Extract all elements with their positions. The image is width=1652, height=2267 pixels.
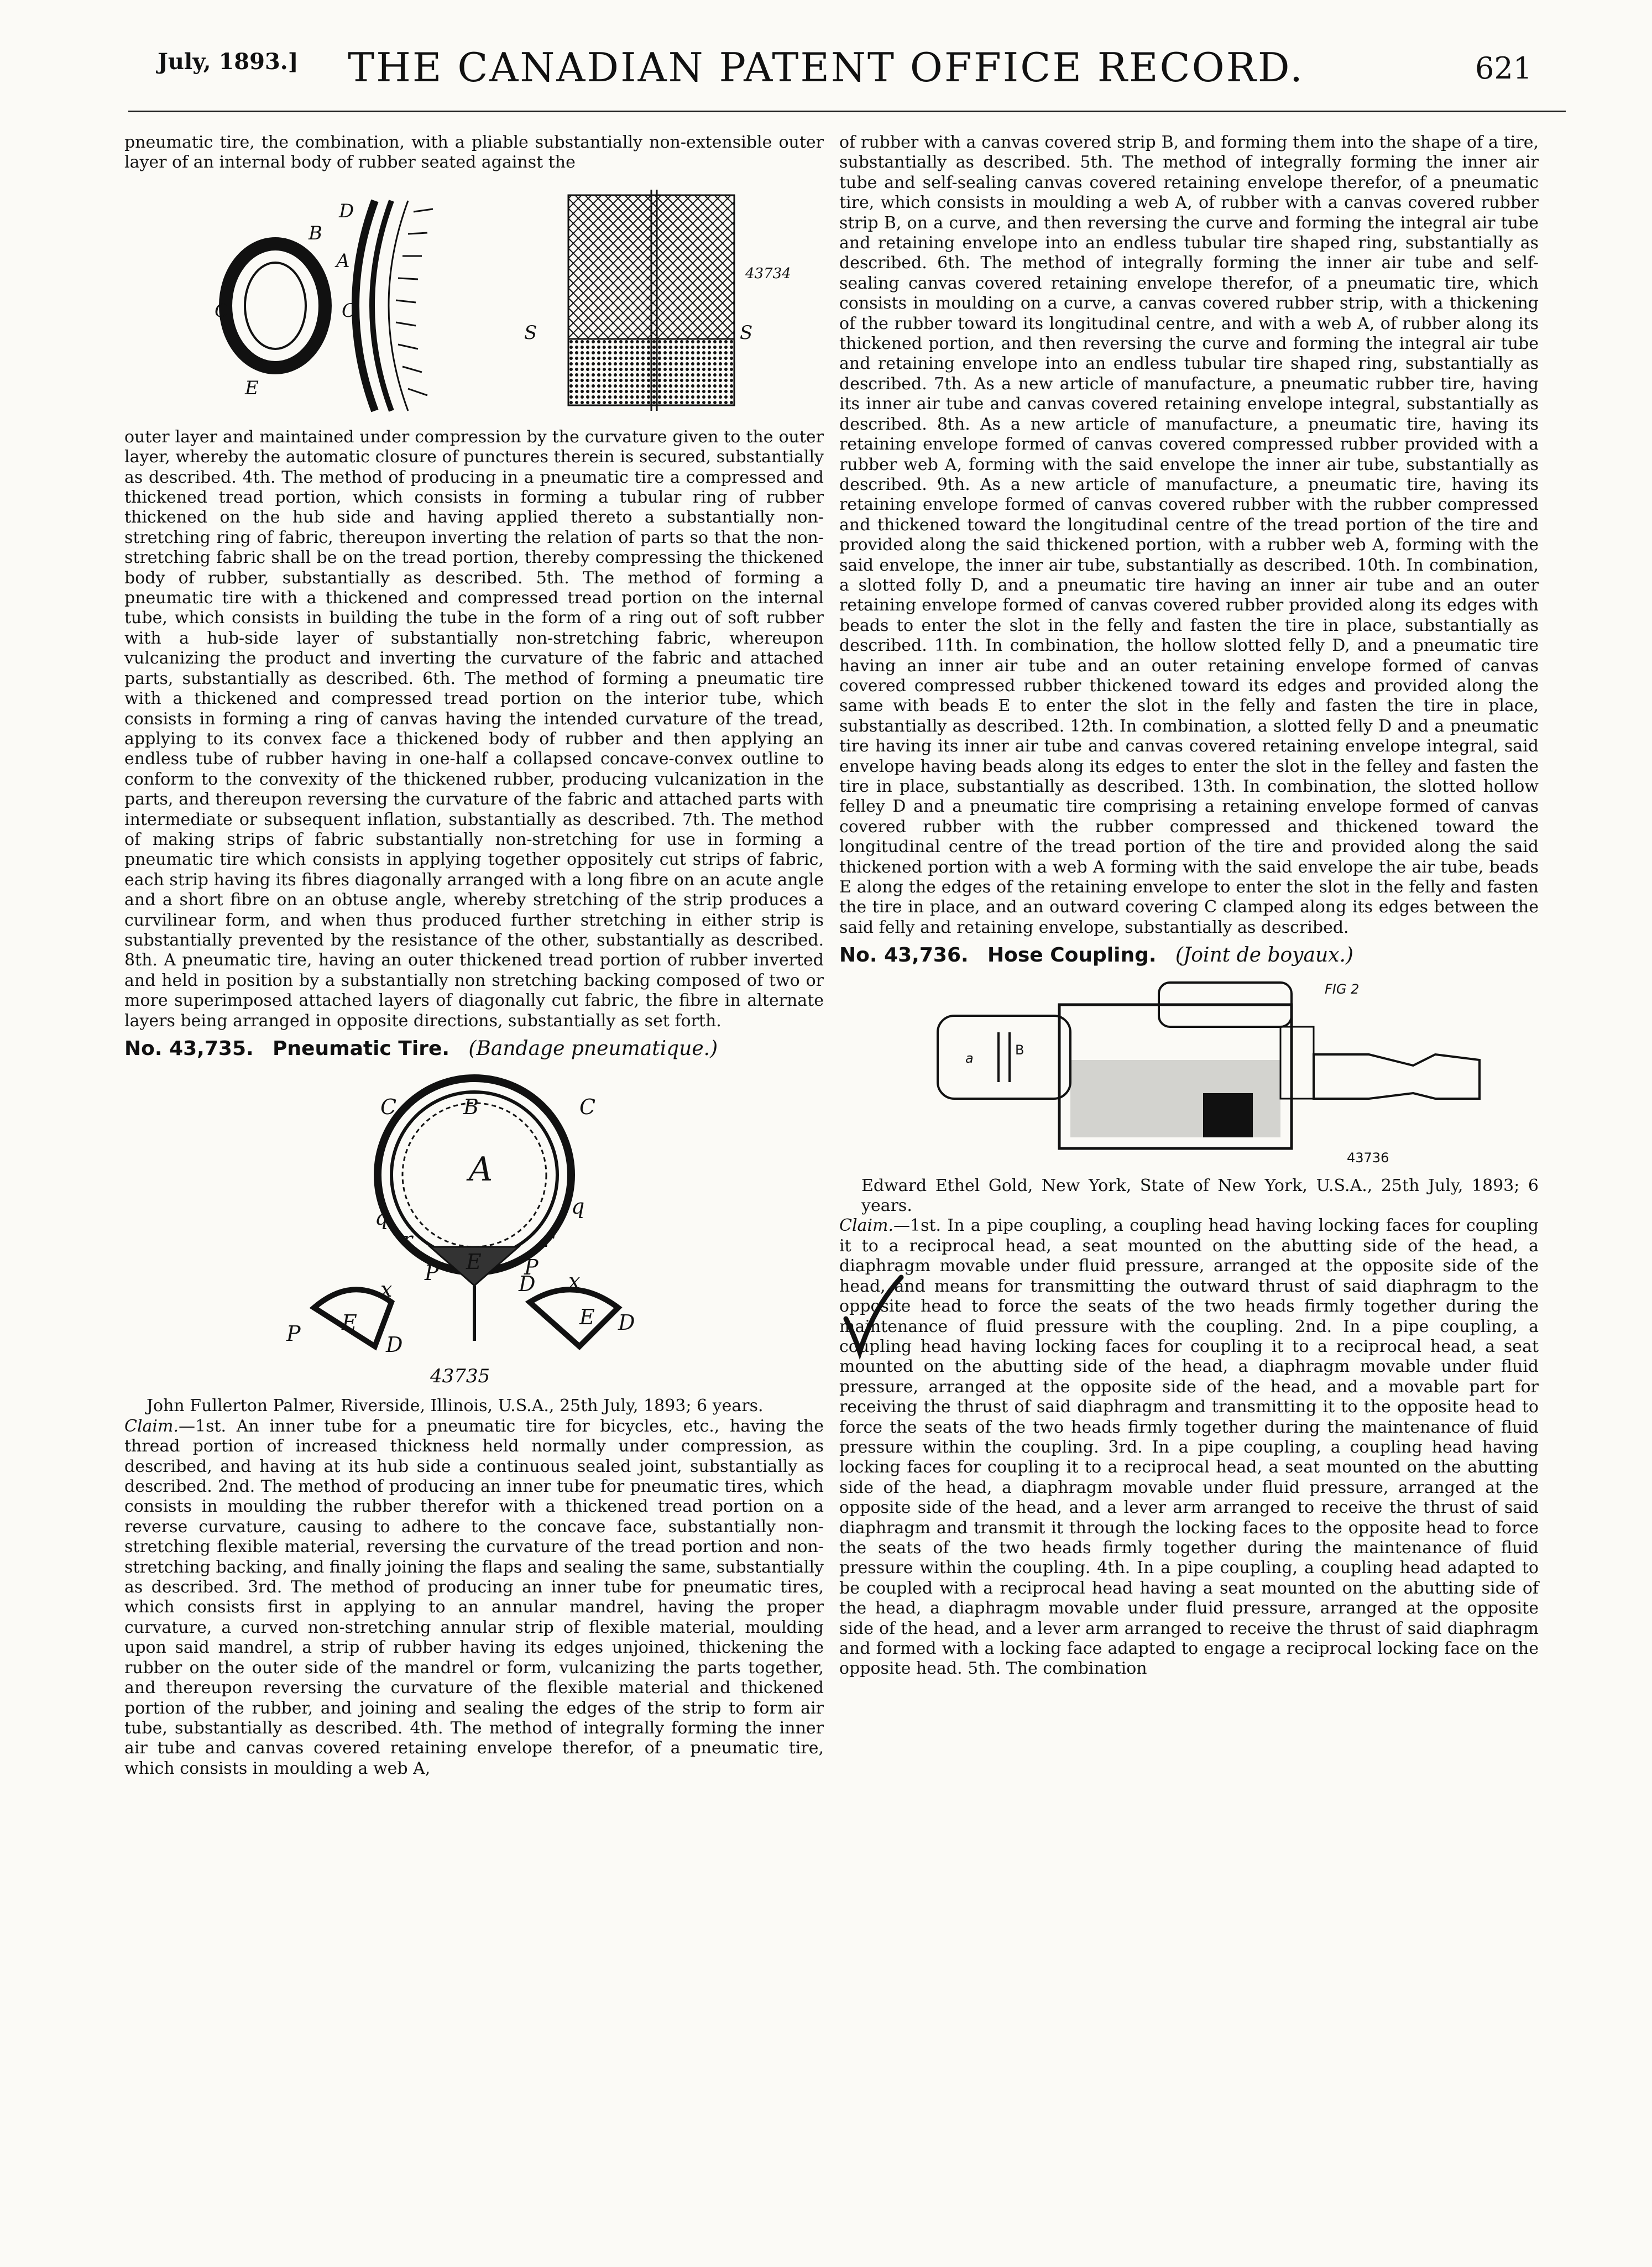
right-continuation-text: of rubber with a canvas covered strip B, and forming them into the shape of a tire, substantially as described. 5th. The method of integrally forming the inner air tube and self-sealing canvas covered retaining envelope therefor, of a pneumatic tire, which consists in moulding a web A, of rubber with a canvas covered rubber strip B, on a curve, and then reversing the curve and forming the integral air tube and retaining envelope into an endless tubular tire shaped ring, substantially as described. 6th. The method of integrally forming the inner air tube and self-sealing canvas covered retaining envelope therefor, of a pneumatic tire, which consists in moulding on a curve, a canvas covered rubber strip, with a thickening of the rubber toward its longitudinal centre, and with a web A, of rubber along its thickened portion, and then reversing the curve and forming the integral air tube and retaining envelope into an endless tubular tire shaped ring, substantially as described. 7th. As a new article of manufacture, a pneumatic rubber tire, having its inner air tube and canvas covered retaining envelope integral, substantially as described. 8th. As a new article of manufacture, a pneumatic tire, having its retaining envelope formed of canvas covered compressed rubber provided with a rubber web A, forming with the said envelope the inner air tube, substantially as described. 9th. As a new article of manufacture, a pneumatic tire, having its retaining envelope formed of canvas covered rubber with the rubber compressed and thickened toward the longitudinal centre of the tread portion of the tire and provided along the said thickened portion, with a rubber web A, forming with the said envelope, the inner air tube, substantially as described. 10th. In combination, a slotted folly D, and a pneumatic tire having an inner air tube and an outer retaining envelope formed of canvas covered rubber provided along its edges with beads to enter the slot in the felly and fasten the tire in place, substantially as described. 11th. In combination, the hollow slotted felly D, and a pneumatic tire having an inner air tube and an outer retaining envelope formed of canvas covered compressed rubber thickened toward its edges and provided along the same with beads E to enter the slot in the felly and fasten the tire in place, substantially as described. 12th. In combination, a slotted felly D and a pneumatic tire having its inner air tube and canvas covered retaining envelope integral, said envelope having beads along its edges to enter the slot in the felley and fasten the tire in place, substantially as described. 13th. In combination, the slotted hollow felley D and a pneumatic tire comprising a retaining envelope formed of canvas covered rubber with the rubber compressed and thickened toward the longitudinal centre of the tread portion of the tire and provided along the said thickened portion with a web A forming with the said envelope the air tube, beads E along the edges of the retaining envelope to enter the slot in the felly and fasten the tire in place, and an outward covering C clamped along its edges between the said felly and retaining envelope, substantially as described. [839, 133, 1539, 937]
fig2-mark-17: D [385, 1333, 402, 1357]
fig2-mark-15: E [341, 1310, 357, 1335]
patent-43735-name: Pneumatic Tire. [273, 1037, 450, 1060]
fig2-mark-19: E [579, 1305, 595, 1330]
fig1-mark-6: A [336, 249, 350, 272]
patent-43736-heading [839, 946, 1539, 965]
fig2-mark-5: q [374, 1205, 388, 1230]
fig2-mark-16: D [618, 1310, 635, 1335]
patent-43735-claim-text: —1st. An inner tube for a pneumatic tire for bicycles, etc., having the thread portion of increased thickness held normally under compression, as described, and having at its hub side a continuous sealed joint, substantially as described. 2nd. The method of producing an inner tube for pneumatic tires, which consists in moulding the rubber therefor with a thickened tread portion on a reverse curvature, causing to adhere to the concave face, substantially non-stretching flexible material, reversing the curvature of the tread portion and non-stretching backing, and finally joining the flaps and sealing the same, substantially as described. 3rd. The method of producing an inner tube for pneumatic tires, which consists first in applying to an annular mandrel, having the proper curvature, a curved non-stretching annular strip of flexible material, moulding upon said mandrel, a strip of rubber having its edges unjoined, thickening the rubber on the outer side of the mandrel or form, vulcanizing the parts together, and thereupon reversing the curvature of the flexible material and thickened portion of the rubber, and joining and sealing the edges of the strip to form air tube, substantially as described. 4th. The method of integrally forming the inner air tube and canvas covered retaining envelope therefor, of a pneumatic tire, which consists in moulding a web A, [124, 1416, 824, 1778]
fig2-mark-6: q [571, 1194, 584, 1219]
patent-43736-claim-text: —1st. In a pipe coupling, a coupling head having locking faces for coupling it to a reciprocal head, a seat mounted on the abutting side of the head, a diaphragm movable under fluid pressure, arranged at the opposite side of the head, and means for transmitting the outward thrust of said diaphragm to the opposite head to force the seats of the two heads firmly together during the maintenance of fluid pressure with the coupling. 2nd. In a pipe coupling, a coupling head having locking faces for coupling it to a reciprocal head, a seat mounted on the abutting side of the head, a diaphragm movable under fluid pressure, arranged at the opposite side of the head, and a movable part for receiving the thrust of said diaphragm and transmitting it to the opposite head to force the seats of the two heads firmly together during the maintenance of fluid pressure within the coupling. 3rd. In a pipe coupling, a coupling head having locking faces for coupling it to a reciprocal head, a seat mounted on the abutting side of the head, a diaphragm movable under fluid pressure, arranged at the opposite side of the head, and a lever arm arranged to receive the thrust of said diaphragm and transmit it through the locking faces to the opposite head to force the seats of the two heads firmly together during the maintenance of fluid pressure within the coupling. 4th. In a pipe coupling, a coupling head adapted to be coupled with a reciprocal head having a seat mounted on the abutting side of the head, a diaphragm movable under fluid pressure, arranged at the opposite side of the head, and a lever arm arranged to receive the thrust of said diaphragm and formed with a locking face adapted to engage a reciprocal locking face on the opposite head. 5th. The combination [839, 1216, 1539, 1679]
header-rule [128, 111, 1566, 112]
patent-43735-inventor: John Fullerton Palmer, Riverside, Illinois, U.S.A., 25th July, 1893; 6 years. [147, 1396, 764, 1416]
fig1-mark-4: B [308, 222, 322, 244]
patent-43736-name: Hose Coupling. [987, 944, 1157, 967]
patent-43736-number: No. 43,736. [839, 944, 969, 967]
patent-43735-claim-label: Claim. [124, 1416, 179, 1436]
left-continuation-text: outer layer and maintained under compression by the curvature given to the outer layer, whereby the automatic closure of punctures therein is secured, substantially as described. 4th. The method of producing in a pneumatic tire a compressed and thickened tread portion, which consists in forming a tubular ring of rubber thickened on the hub side and having applied thereto a substantially non-stretching ring of fabric, thereupon inverting the relation of parts so that the non-stretching fabric shall be on the tread portion, thereby compressing the thickened body of rubber, substantially as described. 5th. The method of forming a pneumatic tire with a thickened and compressed tread portion on the internal tube, which consists in building the tube in the form of a ring out of soft rubber with a hub-side layer of substantially non-stretching fabric, whereupon vulcanizing the product and inverting the curvature of the fabric and attached parts, substantially as described. 6th. The method of forming a pneumatic tire with a thickened and compressed tread portion on the interior tube, which consists in forming a ring of canvas having the intended curvature of the tread, applying to its convex face a thickened body of rubber and then applying an endless tube of rubber having in one-half a collapsed concave-convex outline to conform to the convexity of the thickened rubber, producing vulcanization in the parts, and thereupon reversing the curvature of the fabric and attached parts with intermediate or subsequent inflation, substantially as described. 7th. The method of making strips of fabric substantially non-stretching for use in forming a pneumatic tire which consists in applying together oppositely cut strips of fabric, each strip having its fibres diagonally arranged with a long fibre on an acute angle and a short fibre on an obtuse angle, whereby stretching of the strip produces a curvilinear form, and when thus produced further stretching in either strip is substantially prevented by the resistance of the other, substantially as described. 8th. A pneumatic tire, having an outer thickened tread portion of rubber inverted and held in position by a substantially non stretching backing composed of two or more superimposed attached layers of diagonally cut fabric, the fibre in alternate layers being arranged in opposite directions, substantially as set forth. [124, 427, 824, 1031]
patent-43736-claim-label: Claim. [839, 1216, 894, 1236]
fig2-mark-9: E [466, 1250, 482, 1274]
patent-43736-claims [839, 1216, 1539, 1679]
handwritten-checkmark-icon [840, 1274, 907, 1357]
fig1-mark-7: S [524, 321, 537, 344]
fig3-mark-2: a [965, 1050, 974, 1066]
fig2-mark-3: C [579, 1095, 595, 1120]
header-page-number: 621 [1475, 51, 1533, 86]
fig2-mark-1: C [380, 1095, 396, 1120]
pneumatic-tire-figure [264, 1064, 684, 1391]
fig2-mark-2: B [463, 1095, 479, 1120]
fig1-mark-8: S [739, 321, 752, 344]
fig3-mark-4: 43736 [1346, 1150, 1389, 1166]
patent-43735-number: No. 43,735. [124, 1037, 254, 1060]
left-column [124, 133, 824, 1779]
left-intro-text: pneumatic tire, the combination, with a pliable substantially non-extensible outer layer of an internal body of rubber seated against the [124, 133, 824, 173]
fig2-mark-13: x [380, 1277, 392, 1302]
patent-43735-claims [124, 1417, 824, 1779]
right-column [839, 133, 1539, 1679]
fig2-mark-14: x [568, 1269, 580, 1294]
fig2-mark-4: A [468, 1150, 493, 1189]
header-date: July, 1893.] [158, 49, 299, 75]
tire-cross-section-figure [170, 179, 791, 422]
fig2-mark-10: P [424, 1261, 439, 1286]
fig1-mark-9: 43734 [745, 265, 791, 282]
fig1-mark-3: C [341, 299, 356, 322]
patent-43735-heading [124, 1039, 824, 1059]
fig1-mark-1: C [214, 299, 229, 322]
fig2-mark-7: r [402, 1227, 412, 1252]
patent-43735-french: (Bandage pneumatique.) [468, 1037, 718, 1060]
fig2-mark-18: P [286, 1321, 301, 1346]
patent-43736-french: (Joint de boyaux.) [1175, 944, 1353, 967]
fig1-mark-5: D [338, 200, 354, 222]
patent-43736-inventor: Edward Ethel Gold, New York, State of New York, U.S.A., 25th July, 1893; 6 years. [861, 1176, 1539, 1216]
fig2-mark-20: 43735 [430, 1365, 490, 1388]
hose-coupling-figure [871, 971, 1507, 1171]
fig2-mark-12: D [518, 1272, 535, 1297]
fig2-mark-8: r [543, 1227, 553, 1252]
fig3-mark-3: B [1015, 1042, 1024, 1058]
fig1-mark-2: E [244, 377, 259, 399]
header-title: THE CANADIAN PATENT OFFICE RECORD. [348, 44, 1304, 91]
fig3-mark-1: FIG 2 [1324, 981, 1359, 997]
fig2-mark-11: P [524, 1255, 539, 1280]
